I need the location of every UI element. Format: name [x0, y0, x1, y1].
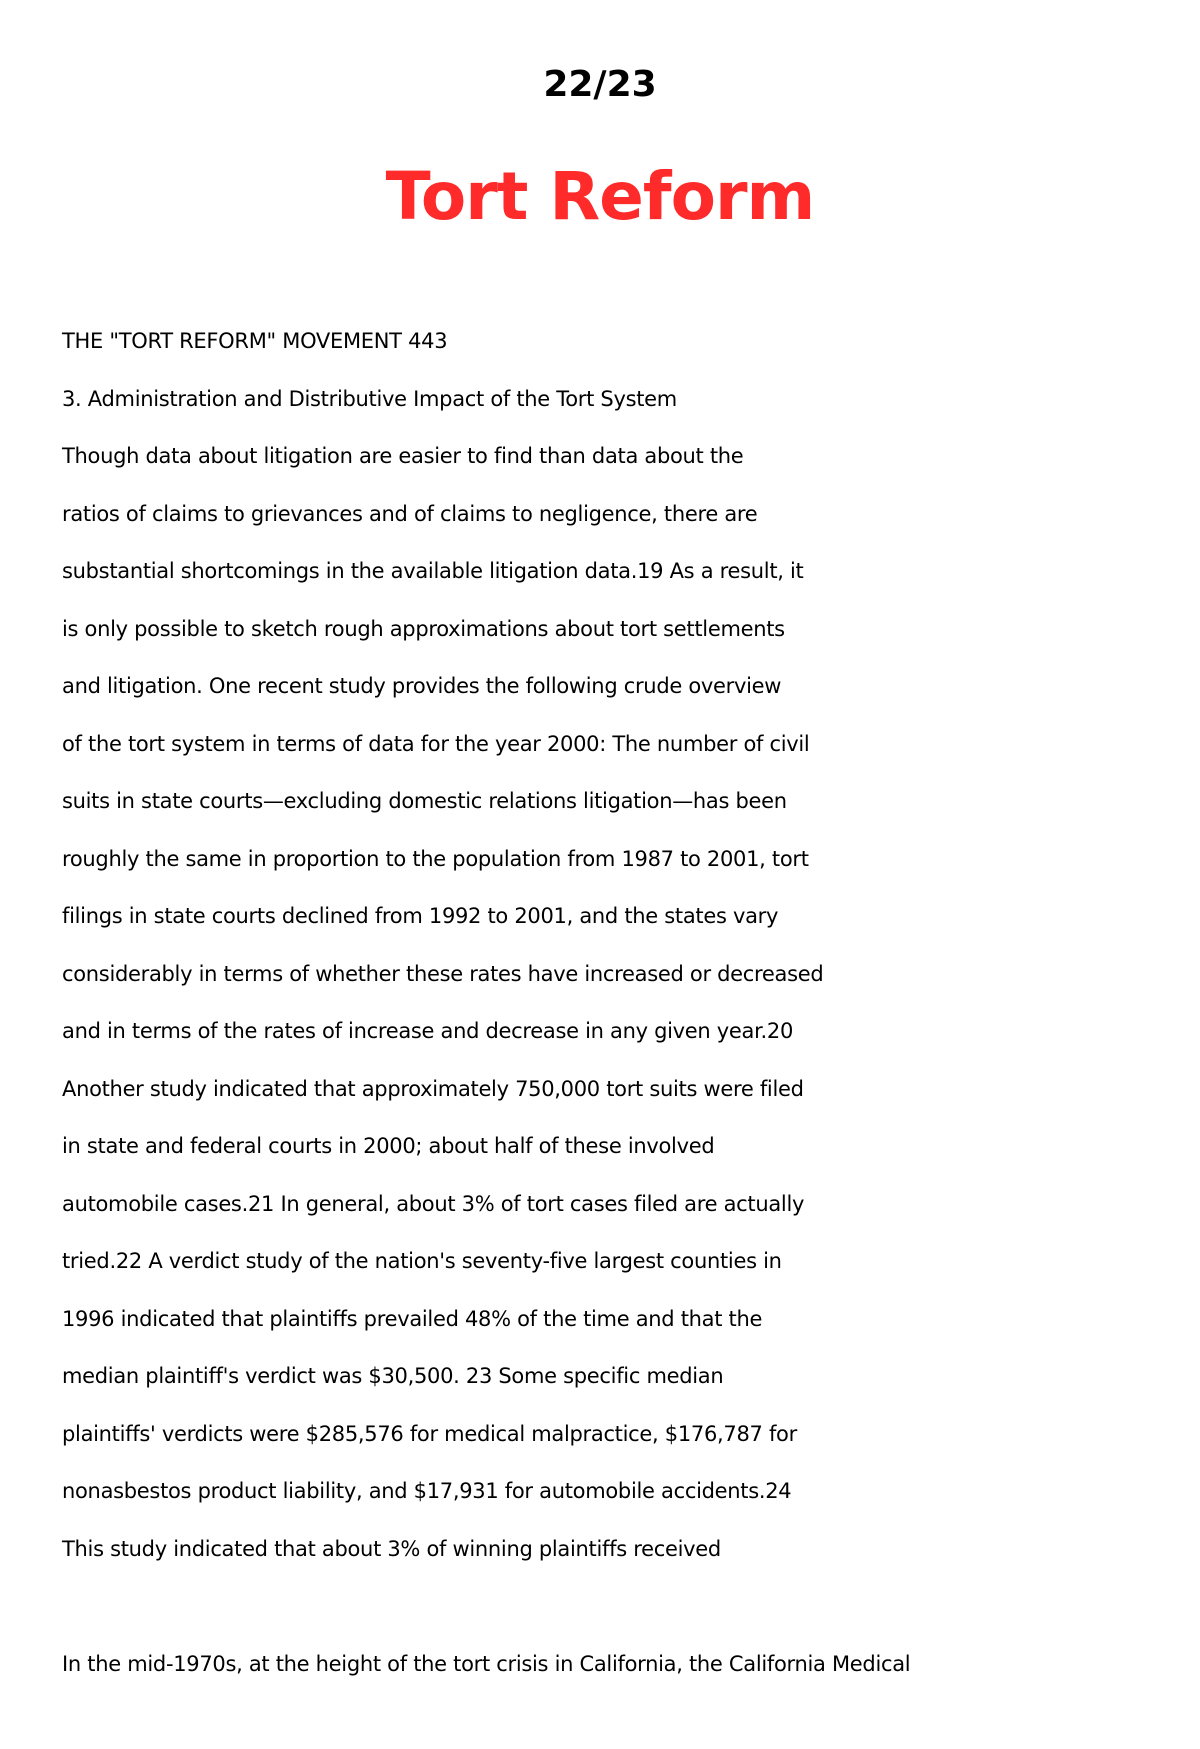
body-line: ratios of claims to grievances and of claims to negligence, there are	[62, 501, 758, 526]
body-line: THE "TORT REFORM" MOVEMENT 443	[62, 329, 448, 353]
body-line: tried.22 A verdict study of the nation's seventy-five largest counties in	[62, 1249, 782, 1273]
body-line: filings in state courts declined from 1992 to 2001, and the states vary	[62, 904, 779, 928]
body-line: Another study indicated that approximately 750,000 tort suits were filed	[62, 1076, 804, 1101]
body-line: median plaintiff's verdict was $30,500. 23 Some specific median	[62, 1364, 724, 1388]
page-number: 22/23	[543, 64, 657, 105]
body-line: 1996 indicated that plaintiffs prevailed 48% of the time and that the	[62, 1306, 763, 1331]
body-line: in state and federal courts in 2000; about half of these involved	[62, 1134, 715, 1158]
body-line: of the tort system in terms of data for the year 2000: The number of civil	[62, 731, 810, 756]
document-title: Tort Reform	[385, 158, 815, 235]
body-line: is only possible to sketch rough approximations about tort settlements	[62, 616, 785, 641]
body-line: nonasbestos product liability, and $17,931 for automobile accidents.24	[62, 1479, 792, 1503]
body-line: Though data about litigation are easier to find than data about the	[62, 444, 744, 468]
blank-line	[62, 1586, 1162, 1644]
body-line: roughly the same in proportion to the population from 1987 to 2001, tort	[62, 846, 809, 871]
body-line: plaintiffs' verdicts were $285,576 for medical malpractice, $176,787 for	[62, 1421, 797, 1446]
body-line: and in terms of the rates of increase and decrease in any given year.20	[62, 1019, 794, 1043]
body-line: In the mid-1970s, at the height of the tort crisis in California, the California Medical	[62, 1652, 911, 1676]
body-line: substantial shortcomings in the available litigation data.19 As a result, it	[62, 559, 804, 583]
body-line: and litigation. One recent study provides the following crude overview	[62, 674, 782, 698]
body-line: considerably in terms of whether these rates have increased or decreased	[62, 961, 824, 986]
body-line: This study indicated that about 3% of winning plaintiffs received	[62, 1536, 721, 1561]
document-body	[62, 321, 1162, 1702]
section-heading: 3. Administration and Distributive Impact of the Tort System	[62, 386, 677, 411]
body-line: suits in state courts—excluding domestic relations litigation—has been	[62, 789, 787, 813]
body-line: automobile cases.21 In general, about 3% of tort cases filed are actually	[62, 1191, 805, 1216]
